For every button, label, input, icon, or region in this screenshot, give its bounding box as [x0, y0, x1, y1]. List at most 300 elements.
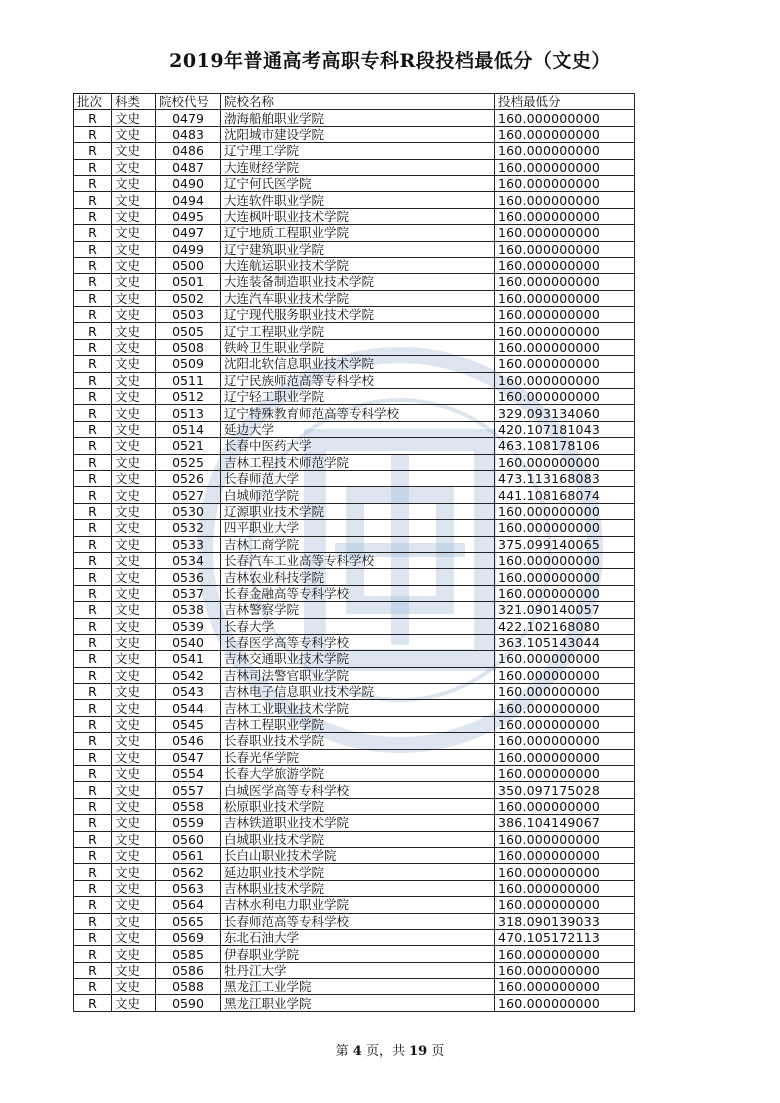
cell-school-code: 0569	[156, 929, 221, 945]
cell-subject: 文史	[112, 749, 156, 765]
total-pages: 19	[409, 1044, 428, 1059]
cell-subject: 文史	[112, 520, 156, 536]
cell-subject: 文史	[112, 405, 156, 421]
cell-min-score: 160.000000000	[495, 651, 635, 667]
cell-subject: 文史	[112, 847, 156, 863]
cell-school-name: 延边职业技术学院	[221, 864, 495, 880]
table-row	[74, 290, 635, 306]
cell-batch: R	[74, 700, 112, 716]
cell-school-name: 吉林交通职业技术学院	[221, 651, 495, 667]
cell-min-score: 160.000000000	[495, 766, 635, 782]
cell-batch: R	[74, 667, 112, 683]
cell-school-name: 大连汽车职业技术学院	[221, 290, 495, 306]
cell-school-name: 长春金融高等专科学校	[221, 585, 495, 601]
cell-school-name: 白城职业技术学院	[221, 831, 495, 847]
cell-school-code: 0497	[156, 225, 221, 241]
cell-min-score: 160.000000000	[495, 389, 635, 405]
table-row	[74, 175, 635, 191]
table-row	[74, 421, 635, 437]
table-row	[74, 470, 635, 486]
cell-batch: R	[74, 323, 112, 339]
table-row	[74, 536, 635, 552]
cell-school-name: 黑龙江职业学院	[221, 995, 495, 1011]
table-row	[74, 569, 635, 585]
cell-school-name: 大连装备制造职业技术学院	[221, 274, 495, 290]
table-row	[74, 602, 635, 618]
table-row	[74, 143, 635, 159]
cell-batch: R	[74, 520, 112, 536]
cell-school-code: 0500	[156, 257, 221, 273]
table-row	[74, 831, 635, 847]
table-row	[74, 438, 635, 454]
cell-subject: 文史	[112, 389, 156, 405]
cell-batch: R	[74, 290, 112, 306]
cell-school-name: 吉林工业职业技术学院	[221, 700, 495, 716]
cell-school-code: 0546	[156, 733, 221, 749]
table-row	[74, 585, 635, 601]
cell-school-name: 辽宁现代服务职业技术学院	[221, 307, 495, 323]
cell-school-code: 0542	[156, 667, 221, 683]
cell-school-code: 0585	[156, 946, 221, 962]
cell-school-name: 辽宁特殊教育师范高等专科学校	[221, 405, 495, 421]
cell-subject: 文史	[112, 339, 156, 355]
cell-min-score: 160.000000000	[495, 946, 635, 962]
cell-min-score: 160.000000000	[495, 257, 635, 273]
cell-school-name: 辽宁建筑职业学院	[221, 241, 495, 257]
cell-min-score: 160.000000000	[495, 716, 635, 732]
table-row	[74, 356, 635, 372]
cell-min-score: 160.000000000	[495, 126, 635, 142]
cell-subject: 文史	[112, 274, 156, 290]
cell-school-name: 沈阳北软信息职业技术学院	[221, 356, 495, 372]
cell-subject: 文史	[112, 307, 156, 323]
cell-school-code: 0525	[156, 454, 221, 470]
cell-batch: R	[74, 684, 112, 700]
cell-batch: R	[74, 733, 112, 749]
table-row	[74, 651, 635, 667]
cell-subject: 文史	[112, 454, 156, 470]
cell-subject: 文史	[112, 143, 156, 159]
cell-batch: R	[74, 552, 112, 568]
table-row	[74, 766, 635, 782]
cell-school-name: 长白山职业技术学院	[221, 847, 495, 863]
cell-school-name: 铁岭卫生职业学院	[221, 339, 495, 355]
cell-school-code: 0532	[156, 520, 221, 536]
cell-subject: 文史	[112, 700, 156, 716]
cell-school-name: 吉林水利电力职业学院	[221, 897, 495, 913]
table-row	[74, 454, 635, 470]
table-row	[74, 880, 635, 896]
cell-batch: R	[74, 356, 112, 372]
cell-min-score: 160.000000000	[495, 733, 635, 749]
cell-min-score: 160.000000000	[495, 503, 635, 519]
cell-school-code: 0487	[156, 159, 221, 175]
cell-min-score: 160.000000000	[495, 520, 635, 536]
cell-school-name: 辽宁民族师范高等专科学校	[221, 372, 495, 388]
header-min-score: 投档最低分	[495, 94, 635, 110]
cell-school-name: 渤海船舶职业学院	[221, 110, 495, 126]
cell-school-name: 长春大学	[221, 618, 495, 634]
cell-batch: R	[74, 208, 112, 224]
cell-school-name: 长春医学高等专科学校	[221, 634, 495, 650]
cell-subject: 文史	[112, 733, 156, 749]
cell-school-name: 大连枫叶职业技术学院	[221, 208, 495, 224]
cell-school-name: 辽宁地质工程职业学院	[221, 225, 495, 241]
cell-school-code: 0547	[156, 749, 221, 765]
cell-school-name: 长春职业技术学院	[221, 733, 495, 749]
table-row	[74, 815, 635, 831]
table-row	[74, 897, 635, 913]
cell-school-code: 0479	[156, 110, 221, 126]
cell-batch: R	[74, 897, 112, 913]
cell-batch: R	[74, 995, 112, 1011]
cell-batch: R	[74, 274, 112, 290]
cell-school-name: 吉林职业技术学院	[221, 880, 495, 896]
table-row	[74, 684, 635, 700]
cell-school-code: 0527	[156, 487, 221, 503]
cell-subject: 文史	[112, 585, 156, 601]
cell-school-name: 延边大学	[221, 421, 495, 437]
cell-batch: R	[74, 110, 112, 126]
table-row	[74, 979, 635, 995]
cell-batch: R	[74, 225, 112, 241]
cell-school-code: 0514	[156, 421, 221, 437]
cell-batch: R	[74, 815, 112, 831]
cell-subject: 文史	[112, 946, 156, 962]
table-row	[74, 110, 635, 126]
table-row	[74, 241, 635, 257]
table-row	[74, 520, 635, 536]
cell-batch: R	[74, 569, 112, 585]
cell-subject: 文史	[112, 241, 156, 257]
table-row	[74, 503, 635, 519]
cell-batch: R	[74, 241, 112, 257]
cell-school-name: 吉林工商学院	[221, 536, 495, 552]
cell-min-score: 160.000000000	[495, 995, 635, 1011]
cell-min-score: 422.102168080	[495, 618, 635, 634]
cell-school-code: 0530	[156, 503, 221, 519]
cell-min-score: 160.000000000	[495, 749, 635, 765]
cell-subject: 文史	[112, 110, 156, 126]
cell-school-code: 0537	[156, 585, 221, 601]
table-row	[74, 847, 635, 863]
cell-min-score: 160.000000000	[495, 290, 635, 306]
cell-school-code: 0562	[156, 864, 221, 880]
cell-batch: R	[74, 372, 112, 388]
cell-batch: R	[74, 257, 112, 273]
cell-min-score: 160.000000000	[495, 192, 635, 208]
cell-min-score: 160.000000000	[495, 208, 635, 224]
table-row	[74, 159, 635, 175]
cell-batch: R	[74, 880, 112, 896]
cell-min-score: 321.090140057	[495, 602, 635, 618]
table-header-row	[74, 94, 635, 110]
table-row	[74, 225, 635, 241]
cell-school-code: 0503	[156, 307, 221, 323]
cell-school-name: 长春大学旅游学院	[221, 766, 495, 782]
cell-min-score: 375.099140065	[495, 536, 635, 552]
cell-subject: 文史	[112, 782, 156, 798]
cell-batch: R	[74, 405, 112, 421]
cell-min-score: 160.000000000	[495, 897, 635, 913]
cell-min-score: 160.000000000	[495, 159, 635, 175]
cell-min-score: 470.105172113	[495, 929, 635, 945]
cell-batch: R	[74, 716, 112, 732]
cell-school-code: 0536	[156, 569, 221, 585]
cell-subject: 文史	[112, 995, 156, 1011]
table-row	[74, 749, 635, 765]
cell-school-name: 黑龙江工业学院	[221, 979, 495, 995]
table-row	[74, 634, 635, 650]
cell-school-code: 0557	[156, 782, 221, 798]
cell-school-name: 伊春职业学院	[221, 946, 495, 962]
table-row	[74, 995, 635, 1011]
page-title: 2019年普通高考高职专科R段投档最低分（文史）	[169, 50, 611, 72]
cell-school-code: 0560	[156, 831, 221, 847]
cell-school-code: 0565	[156, 913, 221, 929]
cell-school-code: 0543	[156, 684, 221, 700]
cell-subject: 文史	[112, 225, 156, 241]
table-row	[74, 618, 635, 634]
cell-batch: R	[74, 159, 112, 175]
cell-subject: 文史	[112, 618, 156, 634]
cell-batch: R	[74, 782, 112, 798]
cell-min-score: 160.000000000	[495, 684, 635, 700]
cell-school-code: 0508	[156, 339, 221, 355]
page-number: 4	[352, 1044, 362, 1059]
cell-batch: R	[74, 864, 112, 880]
table-row	[74, 487, 635, 503]
header-batch: 批次	[74, 94, 112, 110]
cell-subject: 文史	[112, 175, 156, 191]
cell-min-score: 160.000000000	[495, 667, 635, 683]
cell-school-name: 吉林农业科技学院	[221, 569, 495, 585]
cell-subject: 文史	[112, 569, 156, 585]
cell-batch: R	[74, 634, 112, 650]
cell-subject: 文史	[112, 192, 156, 208]
cell-min-score: 160.000000000	[495, 356, 635, 372]
table-row	[74, 192, 635, 208]
table-row	[74, 208, 635, 224]
cell-subject: 文史	[112, 159, 156, 175]
cell-min-score: 160.000000000	[495, 454, 635, 470]
cell-batch: R	[74, 192, 112, 208]
cell-subject: 文史	[112, 126, 156, 142]
cell-subject: 文史	[112, 487, 156, 503]
cell-school-name: 长春师范大学	[221, 470, 495, 486]
cell-school-name: 吉林司法警官职业学院	[221, 667, 495, 683]
cell-school-code: 0544	[156, 700, 221, 716]
cell-school-name: 长春师范高等专科学校	[221, 913, 495, 929]
table-row	[74, 782, 635, 798]
cell-school-code: 0511	[156, 372, 221, 388]
cell-school-name: 辽宁何氏医学院	[221, 175, 495, 191]
cell-batch: R	[74, 979, 112, 995]
cell-school-name: 白城师范学院	[221, 487, 495, 503]
cell-school-code: 0490	[156, 175, 221, 191]
cell-subject: 文史	[112, 913, 156, 929]
cell-min-score: 160.000000000	[495, 700, 635, 716]
table-row	[74, 946, 635, 962]
cell-batch: R	[74, 766, 112, 782]
cell-min-score: 160.000000000	[495, 569, 635, 585]
cell-min-score: 441.108168074	[495, 487, 635, 503]
cell-batch: R	[74, 536, 112, 552]
table-row	[74, 389, 635, 405]
table-row	[74, 667, 635, 683]
table-row	[74, 716, 635, 732]
cell-school-name: 东北石油大学	[221, 929, 495, 945]
cell-batch: R	[74, 831, 112, 847]
cell-batch: R	[74, 749, 112, 765]
cell-school-code: 0499	[156, 241, 221, 257]
cell-batch: R	[74, 847, 112, 863]
cell-batch: R	[74, 454, 112, 470]
cell-school-code: 0590	[156, 995, 221, 1011]
cell-school-name: 大连软件职业学院	[221, 192, 495, 208]
cell-min-score: 386.104149067	[495, 815, 635, 831]
cell-school-code: 0495	[156, 208, 221, 224]
cell-batch: R	[74, 946, 112, 962]
cell-batch: R	[74, 798, 112, 814]
cell-school-code: 0486	[156, 143, 221, 159]
cell-min-score: 363.105143044	[495, 634, 635, 650]
cell-subject: 文史	[112, 651, 156, 667]
table-row	[74, 700, 635, 716]
table-row	[74, 962, 635, 978]
cell-batch: R	[74, 470, 112, 486]
cell-min-score: 160.000000000	[495, 962, 635, 978]
cell-school-name: 大连航运职业技术学院	[221, 257, 495, 273]
cell-school-name: 大连财经学院	[221, 159, 495, 175]
cell-batch: R	[74, 962, 112, 978]
cell-min-score: 160.000000000	[495, 372, 635, 388]
cell-subject: 文史	[112, 979, 156, 995]
cell-subject: 文史	[112, 470, 156, 486]
cell-school-code: 0521	[156, 438, 221, 454]
cell-school-code: 0502	[156, 290, 221, 306]
cell-school-code: 0483	[156, 126, 221, 142]
cell-min-score: 160.000000000	[495, 225, 635, 241]
cell-subject: 文史	[112, 831, 156, 847]
cell-school-name: 沈阳城市建设学院	[221, 126, 495, 142]
cell-school-name: 吉林铁道职业技术学院	[221, 815, 495, 831]
cell-min-score: 160.000000000	[495, 143, 635, 159]
cell-school-name: 吉林电子信息职业技术学院	[221, 684, 495, 700]
cell-school-code: 0538	[156, 602, 221, 618]
cell-min-score: 318.090139033	[495, 913, 635, 929]
cell-school-name: 长春汽车工业高等专科学校	[221, 552, 495, 568]
cell-school-code: 0588	[156, 979, 221, 995]
cell-school-code: 0534	[156, 552, 221, 568]
cell-subject: 文史	[112, 536, 156, 552]
cell-school-name: 辽源职业技术学院	[221, 503, 495, 519]
cell-subject: 文史	[112, 372, 156, 388]
cell-min-score: 160.000000000	[495, 831, 635, 847]
cell-batch: R	[74, 307, 112, 323]
cell-subject: 文史	[112, 864, 156, 880]
cell-subject: 文史	[112, 323, 156, 339]
cell-school-code: 0559	[156, 815, 221, 831]
cell-min-score: 160.000000000	[495, 585, 635, 601]
cell-school-name: 辽宁轻工职业学院	[221, 389, 495, 405]
table-row	[74, 274, 635, 290]
cell-school-name: 吉林警察学院	[221, 602, 495, 618]
cell-subject: 文史	[112, 667, 156, 683]
cell-batch: R	[74, 618, 112, 634]
cell-school-name: 四平职业大学	[221, 520, 495, 536]
cell-min-score: 463.108178106	[495, 438, 635, 454]
cell-min-score: 160.000000000	[495, 274, 635, 290]
table-row	[74, 257, 635, 273]
cell-subject: 文史	[112, 880, 156, 896]
cell-min-score: 160.000000000	[495, 880, 635, 896]
cell-batch: R	[74, 503, 112, 519]
table-row	[74, 798, 635, 814]
cell-batch: R	[74, 602, 112, 618]
cell-min-score: 160.000000000	[495, 339, 635, 355]
cell-subject: 文史	[112, 290, 156, 306]
cell-school-code: 0561	[156, 847, 221, 863]
cell-min-score: 160.000000000	[495, 552, 635, 568]
table-row	[74, 552, 635, 568]
cell-school-code: 0564	[156, 897, 221, 913]
cell-batch: R	[74, 126, 112, 142]
cell-min-score: 160.000000000	[495, 847, 635, 863]
header-school-name: 院校名称	[221, 94, 495, 110]
cell-min-score: 160.000000000	[495, 110, 635, 126]
footer-middle: 页，共	[365, 1044, 405, 1059]
cell-school-name: 松原职业技术学院	[221, 798, 495, 814]
cell-subject: 文史	[112, 897, 156, 913]
cell-school-name: 白城医学高等专科学校	[221, 782, 495, 798]
table-row	[74, 126, 635, 142]
cell-school-name: 辽宁理工学院	[221, 143, 495, 159]
score-table	[73, 93, 635, 1012]
cell-min-score: 160.000000000	[495, 323, 635, 339]
cell-min-score: 160.000000000	[495, 798, 635, 814]
table-row	[74, 307, 635, 323]
cell-subject: 文史	[112, 438, 156, 454]
cell-school-name: 长春光华学院	[221, 749, 495, 765]
cell-school-code: 0540	[156, 634, 221, 650]
cell-school-code: 0558	[156, 798, 221, 814]
cell-subject: 文史	[112, 421, 156, 437]
cell-min-score: 329.093134060	[495, 405, 635, 421]
cell-subject: 文史	[112, 257, 156, 273]
cell-school-name: 长春中医药大学	[221, 438, 495, 454]
cell-min-score: 160.000000000	[495, 307, 635, 323]
cell-school-code: 0533	[156, 536, 221, 552]
footer-suffix: 页	[431, 1044, 445, 1059]
cell-school-code: 0526	[156, 470, 221, 486]
cell-subject: 文史	[112, 684, 156, 700]
cell-batch: R	[74, 421, 112, 437]
table-row	[74, 405, 635, 421]
table-row	[74, 913, 635, 929]
cell-subject: 文史	[112, 503, 156, 519]
cell-school-code: 0541	[156, 651, 221, 667]
cell-min-score: 160.000000000	[495, 979, 635, 995]
cell-subject: 文史	[112, 602, 156, 618]
footer-prefix: 第	[335, 1044, 349, 1059]
cell-batch: R	[74, 175, 112, 191]
cell-school-code: 0512	[156, 389, 221, 405]
cell-school-code: 0554	[156, 766, 221, 782]
cell-school-code: 0509	[156, 356, 221, 372]
cell-school-code: 0494	[156, 192, 221, 208]
cell-subject: 文史	[112, 208, 156, 224]
